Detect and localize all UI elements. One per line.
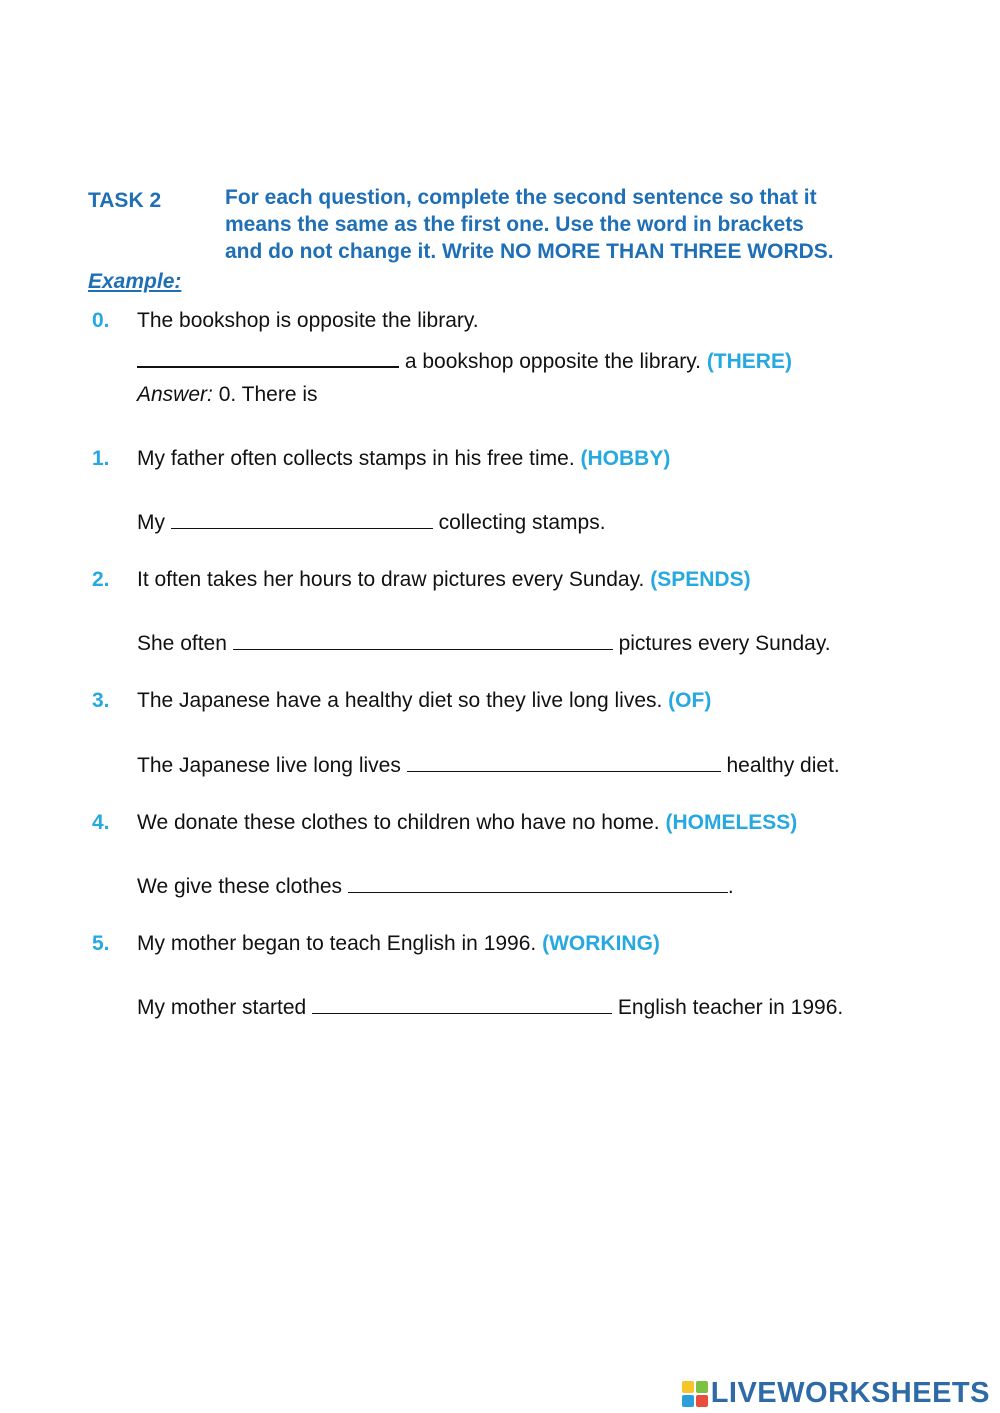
question-text: We donate these clothes to children who have no home. bbox=[137, 811, 666, 834]
question-rewrite bbox=[137, 751, 840, 778]
instruction-line: means the same as the first one. Use the word in brackets bbox=[225, 213, 804, 236]
answer-blank[interactable] bbox=[171, 508, 433, 529]
question-text: The Japanese have a healthy diet so they live long lives. bbox=[137, 689, 669, 712]
rewrite-before: My mother started bbox=[137, 996, 313, 1019]
question-rewrite bbox=[137, 508, 606, 535]
question-keyword: (HOMELESS) bbox=[665, 811, 798, 834]
logo-mark-icon bbox=[682, 1381, 708, 1407]
question-number: 3. bbox=[92, 689, 110, 712]
question-keyword: (OF) bbox=[668, 689, 712, 712]
question-rewrite bbox=[137, 993, 843, 1020]
task-instructions bbox=[225, 184, 834, 265]
question-text: It often takes her hours to draw pictures every Sunday. bbox=[137, 568, 651, 591]
question-text: My mother began to teach English in 1996. bbox=[137, 932, 543, 955]
answer-blank[interactable] bbox=[233, 629, 613, 650]
example-rewrite bbox=[137, 346, 792, 374]
example-keyword: (THERE) bbox=[706, 350, 792, 373]
answer-blank[interactable] bbox=[312, 993, 612, 1014]
rewrite-after: collecting stamps. bbox=[432, 511, 606, 534]
question-keyword: (WORKING) bbox=[542, 932, 660, 955]
example-blank bbox=[137, 346, 399, 368]
example-sentence: The bookshop is opposite the library. bbox=[137, 309, 479, 332]
task-label: TASK 2 bbox=[88, 189, 162, 212]
example-rewrite-text: a bookshop opposite the library. bbox=[399, 350, 707, 373]
example-label: Example: bbox=[88, 270, 182, 293]
answer-text: 0. There is bbox=[212, 383, 318, 406]
question-sentence bbox=[137, 689, 711, 713]
answer-label: Answer: bbox=[137, 383, 213, 406]
question-number: 2. bbox=[92, 568, 110, 591]
instruction-line: For each question, complete the second sentence so that it bbox=[225, 186, 817, 209]
question-number: 1. bbox=[92, 447, 110, 470]
rewrite-after: pictures every Sunday. bbox=[612, 632, 831, 655]
rewrite-after: healthy diet. bbox=[720, 754, 840, 777]
question-keyword: (SPENDS) bbox=[650, 568, 751, 591]
answer-blank[interactable] bbox=[348, 872, 728, 893]
question-rewrite bbox=[137, 629, 831, 656]
rewrite-before: The Japanese live long lives bbox=[137, 754, 407, 777]
rewrite-after: English teacher in 1996. bbox=[612, 996, 844, 1019]
question-sentence bbox=[137, 811, 797, 835]
brand-name: LIVEWORKSHEETS bbox=[710, 1377, 990, 1409]
example-answer bbox=[137, 383, 318, 407]
question-number: 5. bbox=[92, 932, 110, 955]
question-sentence bbox=[137, 568, 751, 592]
instruction-line: and do not change it. Write NO MORE THAN THREE WORDS. bbox=[225, 240, 834, 263]
question-rewrite bbox=[137, 872, 734, 899]
rewrite-before: She often bbox=[137, 632, 233, 655]
answer-blank[interactable] bbox=[407, 751, 721, 772]
liveworksheets-logo bbox=[682, 1377, 990, 1410]
question-sentence bbox=[137, 932, 660, 956]
question-sentence bbox=[137, 447, 670, 471]
question-number: 4. bbox=[92, 811, 110, 834]
example-number: 0. bbox=[92, 309, 110, 332]
question-text: My father often collects stamps in his free time. bbox=[137, 447, 581, 470]
rewrite-after: . bbox=[727, 875, 734, 898]
rewrite-before: My bbox=[137, 511, 171, 534]
question-keyword: (HOBBY) bbox=[580, 447, 671, 470]
rewrite-before: We give these clothes bbox=[137, 875, 348, 898]
